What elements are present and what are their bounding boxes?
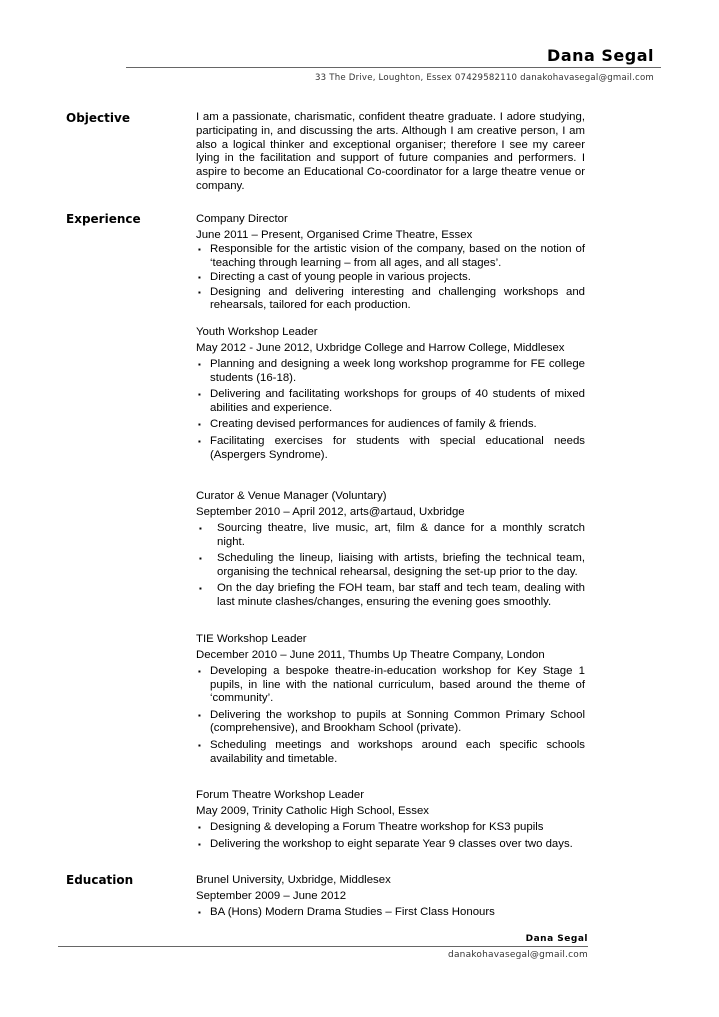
bullet-icon: ▪ bbox=[198, 839, 201, 849]
education-institution: Brunel University, Uxbridge, Middlesex bbox=[196, 874, 391, 886]
bullet-icon: ▪ bbox=[198, 740, 201, 750]
bullet-icon: ▪ bbox=[198, 273, 201, 283]
bullet-icon: ▪ bbox=[198, 908, 201, 917]
bullet-icon: ▪ bbox=[198, 360, 201, 369]
job-details: June 2011 – Present, Organised Crime Theatre, Essex bbox=[196, 229, 473, 241]
bullet-icon: ▪ bbox=[198, 287, 201, 297]
list-item: ▪ Developing a bespoke theatre-in-education workshop for Key Stage 1 pupils, in line with the national curriculum, based around the theme of ‘community’. bbox=[198, 665, 585, 705]
job-bullets bbox=[196, 665, 585, 766]
list-item: ▪ Creating devised performances for audiences of family & friends. bbox=[198, 418, 537, 431]
contact-line: 33 The Drive, Loughton, Essex 07429582110 danakohavasegal@gmail.com bbox=[315, 73, 654, 83]
experience-heading: Experience bbox=[66, 212, 141, 226]
education-bullets bbox=[196, 906, 585, 920]
bullet-icon: ▪ bbox=[198, 823, 201, 832]
objective-text: I am a passionate, charismatic, confident theatre graduate. I adore studying, participating in, and discussing the arts. Although I am creative person, I am also a logical thinker and exceptional organiser; therefore I see my career lying in the facilitation and support of future companies and performers. I aspire to become an Educational Co-coordinator for a large theatre venue or company. bbox=[196, 111, 585, 192]
job-entry bbox=[196, 632, 585, 766]
job-title: Forum Theatre Workshop Leader bbox=[196, 789, 364, 801]
list-item: ▪ Sourcing theatre, live music, art, film & dance for a monthly scratch night. bbox=[199, 522, 585, 548]
bullet-icon: ▪ bbox=[199, 524, 202, 533]
list-item: ▪ Delivering and facilitating workshops for groups of 40 students of mixed abilities and experience. bbox=[198, 388, 585, 414]
bullet-icon: ▪ bbox=[198, 436, 201, 446]
job-bullets bbox=[196, 243, 585, 313]
education-heading: Education bbox=[66, 873, 134, 887]
job-entry bbox=[196, 212, 585, 313]
footer-name: Dana Segal bbox=[525, 934, 588, 944]
job-title: TIE Workshop Leader bbox=[196, 633, 307, 645]
job-details: December 2010 – June 2011, Thumbs Up Theatre Company, London bbox=[196, 649, 545, 661]
job-details: May 2012 - June 2012, Uxbridge College and Harrow College, Middlesex bbox=[196, 342, 565, 354]
education-dates: September 2009 – June 2012 bbox=[196, 890, 347, 902]
list-item: ▪ Designing and delivering interesting and challenging workshops and rehearsals, tailored for each production. bbox=[198, 285, 585, 312]
job-bullets bbox=[196, 522, 585, 610]
objective-heading: Objective bbox=[66, 111, 130, 125]
job-title: Curator & Venue Manager (Voluntary) bbox=[196, 490, 387, 502]
list-item: ▪ Delivering the workshop to eight separate Year 9 classes over two days. bbox=[198, 837, 573, 850]
bullet-icon: ▪ bbox=[199, 554, 202, 564]
job-details: May 2009, Trinity Catholic High School, Essex bbox=[196, 805, 429, 817]
bullet-icon: ▪ bbox=[198, 710, 201, 720]
list-item: ▪ Directing a cast of young people in various projects. bbox=[198, 271, 471, 284]
bullet-icon: ▪ bbox=[198, 667, 201, 676]
list-item: ▪ Responsible for the artistic vision of the company, based on the notion of ‘teaching through learning – from all ages, and all stages’. bbox=[198, 243, 585, 269]
list-item: ▪ Planning and designing a week long workshop programme for FE college students (16-18). bbox=[198, 358, 585, 384]
footer-email: danakohavasegal@gmail.com bbox=[448, 950, 588, 960]
objective-section bbox=[196, 111, 585, 194]
list-item: ▪ Designing & developing a Forum Theatre workshop for KS3 pupils bbox=[198, 821, 544, 833]
education-entry bbox=[196, 873, 585, 920]
list-item: ▪ Delivering the workshop to pupils at Sonning Common Primary School (comprehensive), and Brookham School (private). bbox=[198, 708, 585, 735]
bullet-icon: ▪ bbox=[198, 245, 201, 254]
list-item: ▪ On the day briefing the FOH team, bar staff and tech team, dealing with last minute clashes/changes, ensuring the evening goes smoothly. bbox=[199, 582, 585, 608]
list-item: ▪ Facilitating exercises for students with special educational needs (Aspergers Syndrome). bbox=[198, 434, 585, 461]
job-entry bbox=[196, 788, 585, 851]
job-entry bbox=[196, 325, 585, 462]
candidate-name: Dana Segal bbox=[547, 46, 654, 65]
bullet-icon: ▪ bbox=[198, 390, 201, 400]
job-entry bbox=[196, 489, 585, 610]
job-details: September 2010 – April 2012, arts@artaud, Uxbridge bbox=[196, 506, 465, 518]
job-bullets bbox=[196, 358, 585, 462]
header-divider bbox=[126, 67, 661, 68]
bullet-icon: ▪ bbox=[199, 584, 202, 594]
bullet-icon: ▪ bbox=[198, 420, 201, 430]
job-title: Company Director bbox=[196, 213, 288, 225]
job-bullets bbox=[196, 821, 585, 851]
list-item: ▪ Scheduling meetings and workshops around each specific schools availability and timetable. bbox=[198, 738, 585, 765]
footer-divider bbox=[58, 946, 588, 947]
list-item: ▪ Scheduling the lineup, liaising with artists, briefing the technical team, organising the technical rehearsal, designing the set-up prior to the day. bbox=[199, 552, 585, 578]
job-title: Youth Workshop Leader bbox=[196, 326, 318, 338]
list-item: ▪ BA (Hons) Modern Drama Studies – First Class Honours bbox=[198, 906, 495, 918]
